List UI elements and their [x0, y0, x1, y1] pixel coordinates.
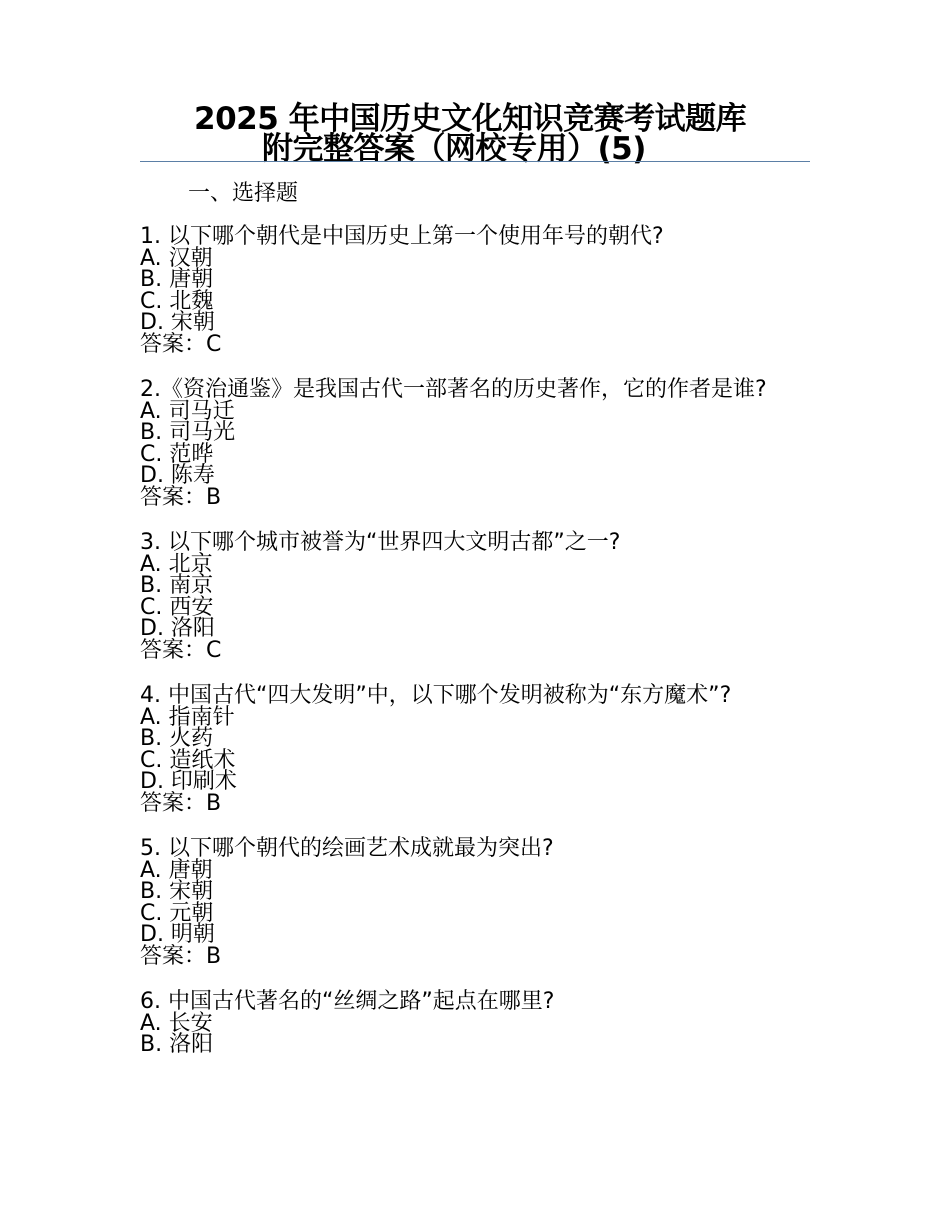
option-c: C. 西安	[140, 594, 214, 620]
option-d: D. 陈寿	[140, 463, 215, 488]
option-b: B. 司马光	[140, 420, 236, 445]
answer-line: 答案：C	[140, 331, 222, 357]
answer-line: 答案：B	[140, 484, 222, 510]
option-c: C. 造纸术	[140, 747, 236, 773]
answer-line: 答案：C	[140, 637, 222, 663]
option-a: A. 唐朝	[140, 857, 213, 883]
title-line-2: 附完整答案（网校专用）(5)	[262, 131, 646, 167]
question-text: 2.《资治通鉴》是我国古代一部著名的历史著作，它的作者是谁?	[140, 377, 767, 402]
option-a: A. 北京	[140, 551, 213, 577]
question-text: 4. 中国古代“四大发明”中，以下哪个发明被称为“东方魔术”?	[140, 683, 732, 708]
option-d: D. 洛阳	[140, 616, 215, 641]
answer-line: 答案：B	[140, 943, 222, 969]
document-title	[140, 101, 810, 167]
option-b: B. 洛阳	[140, 1032, 214, 1057]
option-d: D. 印刷术	[140, 769, 237, 794]
question-text: 1. 以下哪个朝代是中国历史上第一个使用年号的朝代?	[140, 224, 664, 249]
option-a: A. 长安	[140, 1010, 213, 1036]
option-c: C. 北魏	[140, 288, 214, 314]
section-heading: 一、选择题	[188, 181, 299, 206]
question-5	[140, 838, 810, 967]
option-b: B. 唐朝	[140, 267, 214, 292]
option-a: A. 指南针	[140, 704, 235, 730]
option-a: A. 汉朝	[140, 245, 213, 271]
option-b: B. 南京	[140, 573, 214, 598]
question-text: 3. 以下哪个城市被誉为“世界四大文明古都”之一?	[140, 530, 621, 555]
option-d: D. 明朝	[140, 922, 215, 947]
option-c: C. 元朝	[140, 900, 214, 926]
title-line-1: 2025 年中国历史文化知识竞赛考试题库	[194, 101, 747, 137]
option-d: D. 宋朝	[140, 310, 215, 335]
option-b: B. 火药	[140, 726, 214, 751]
question-6	[140, 991, 810, 1056]
question-text: 5. 以下哪个朝代的绘画艺术成就最为突出?	[140, 836, 554, 861]
answer-line: 答案：B	[140, 790, 222, 816]
option-a: A. 司马迁	[140, 398, 235, 424]
question-list	[140, 226, 810, 1080]
title-underline	[140, 161, 810, 162]
option-b: B. 宋朝	[140, 879, 214, 904]
question-1	[140, 226, 810, 355]
question-3	[140, 532, 810, 661]
question-2	[140, 379, 810, 508]
question-4	[140, 685, 810, 814]
question-text: 6. 中国古代著名的“丝绸之路”起点在哪里?	[140, 989, 555, 1014]
option-c: C. 范晔	[140, 441, 214, 467]
